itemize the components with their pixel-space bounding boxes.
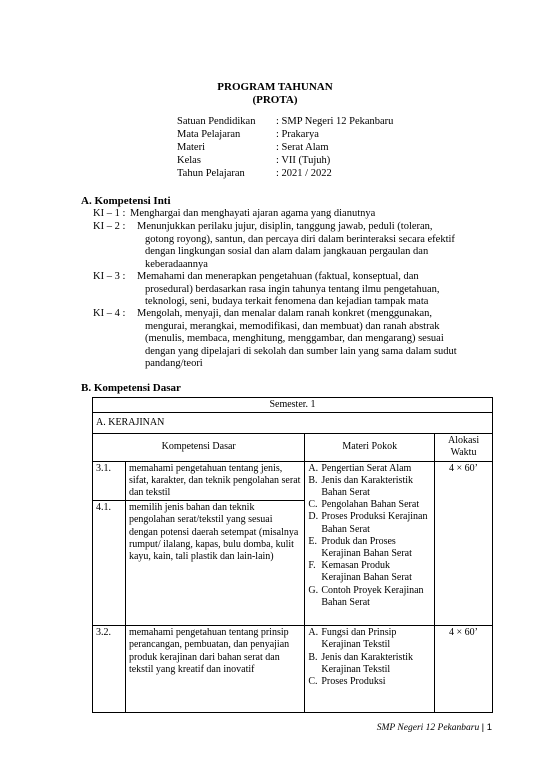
page-footer	[377, 722, 492, 733]
header-alokasi-waktu: Alokasi Waktu	[435, 434, 493, 461]
ki-line: Memahami dan menerapkan pengetahuan (faktual, konseptual, dan	[137, 271, 419, 282]
ki-label: KI – 3 :	[93, 271, 126, 282]
table-row	[93, 413, 493, 434]
ki-line: prosedural) berdasarkan rasa ingin tahunya tentang ilmu pengetahuan,	[145, 283, 440, 295]
mp-text: Kemasan Produk Kerajinan Bahan Serat	[321, 560, 412, 584]
list-item	[308, 627, 431, 651]
mp-text: Jenis dan Karakteristik Kerajinan Tekstil	[321, 651, 413, 675]
mp-text: Proses Produksi Kerajinan Bahan Serat	[321, 511, 428, 535]
page-number: | 1	[481, 722, 492, 733]
ki-line: dengan lingkungan sosial dan alam dalam jangkauan pergaulan dan	[145, 246, 429, 258]
list-item	[308, 585, 431, 609]
list-item	[308, 463, 431, 475]
kd-number: 3.1.	[93, 461, 126, 501]
alokasi-waktu-cell: 4 × 60’	[435, 626, 493, 713]
list-item	[308, 475, 431, 499]
meta-row	[0, 154, 550, 167]
footer-school: SMP Negeri 12 Pekanbaru	[376, 723, 480, 733]
list-item	[308, 560, 431, 584]
table-row	[93, 461, 493, 501]
mp-letter: A.	[308, 627, 319, 639]
kd-text: memahami pengetahuan tentang prinsip perancangan, pembuatan, dan penyajian produk kerajinan dari bahan serat dan tekstil yang kreatif dan inovatif	[125, 626, 304, 713]
materi-pokok-cell	[305, 626, 435, 713]
mp-letter: D.	[308, 511, 319, 523]
mp-letter: C.	[308, 499, 318, 511]
section-a-heading: A. Kompetensi Inti	[81, 195, 171, 207]
meta-label: Satuan Pendidikan	[177, 116, 256, 127]
kd-number: 4.1.	[93, 501, 126, 626]
mp-text: Proses Produksi	[321, 676, 386, 688]
ki-label: KI – 1 :	[93, 208, 126, 219]
meta-value: : VII (Tujuh)	[276, 155, 331, 166]
materi-pokok-cell	[305, 461, 435, 626]
meta-value: : 2021 / 2022	[276, 168, 332, 179]
document-subtitle: (PROTA)	[252, 94, 298, 106]
mp-letter: C.	[308, 676, 318, 688]
mp-letter: A.	[308, 462, 319, 474]
kd-text: memahami pengetahuan tentang jenis, sifat, karakter, dan teknik pengolahan serat dan tekstil	[125, 461, 304, 501]
mp-letter: F.	[308, 560, 316, 572]
header-materi-pokok: Materi Pokok	[305, 434, 435, 461]
ki-line: Menghargai dan menghayati ajaran agama yang dianutnya	[130, 208, 376, 219]
ki-line: teknologi, seni, budaya terkait fenomena dan kejadian tampak mata	[145, 296, 429, 308]
list-item	[308, 536, 431, 560]
mp-letter: B.	[308, 651, 318, 663]
mp-letter: B.	[308, 474, 318, 486]
header-kompetensi-dasar: Kompetensi Dasar	[93, 434, 305, 461]
meta-row	[0, 141, 550, 154]
mp-text: Contoh Proyek Kerajinan Bahan Serat	[321, 584, 424, 608]
mp-text: Jenis dan Karakteristik Bahan Serat	[321, 474, 413, 499]
list-item	[308, 511, 431, 535]
ki-line: pandang/teori	[145, 358, 203, 370]
meta-row	[0, 167, 550, 180]
mp-text: Fungsi dan Prinsip Kerajinan Tekstil	[321, 627, 397, 651]
table-row	[93, 398, 493, 413]
ki-line: mengurai, merangkai, memodifikasi, dan membuat) dan ranah abstrak	[145, 320, 440, 332]
mp-text: Produk dan Proses Kerajinan Bahan Serat	[321, 535, 412, 560]
ki-line: dengan yang dipelajari di sekolah dan sumber lain yang sama dalam sudut	[145, 345, 457, 357]
meta-row	[0, 128, 550, 141]
kd-table	[92, 397, 493, 713]
list-item	[308, 676, 431, 688]
ki-line: (menulis, membaca, menghitung, menggambar, dan mengarang) sesuai	[145, 333, 444, 345]
meta-label: Mata Pelajaran	[177, 129, 241, 140]
ki-line: keberadaannya	[145, 258, 208, 270]
list-item	[308, 499, 431, 511]
semester-cell: Semester. 1	[93, 398, 493, 413]
mp-text: Pengolahan Bahan Serat	[321, 499, 420, 511]
document-title: PROGRAM TAHUNAN	[217, 81, 333, 93]
meta-value: : Prakarya	[276, 129, 319, 140]
table-header-row	[93, 434, 493, 461]
table-row	[93, 626, 493, 713]
meta-label: Kelas	[177, 155, 201, 166]
ki-line: gotong royong), santun, dan percaya diri dalam berinteraksi secara efektif	[145, 233, 455, 245]
meta-label: Tahun Pelajaran	[177, 168, 245, 179]
meta-value: : SMP Negeri 12 Pekanbaru	[276, 116, 394, 127]
meta-row	[0, 115, 550, 128]
section-b-heading: B. Kompetensi Dasar	[81, 382, 181, 394]
list-item	[308, 652, 431, 676]
ki-line: Mengolah, menyaji, dan menalar dalam ranah konkret (menggunakan,	[137, 308, 433, 319]
meta-value: : Serat Alam	[276, 142, 329, 153]
alokasi-waktu-cell: 4 × 60’	[435, 461, 493, 626]
ki-line: Menunjukkan perilaku jujur, disiplin, tanggung jawab, peduli (toleran,	[137, 221, 433, 232]
kd-number: 3.2.	[93, 626, 126, 713]
mp-letter: E.	[308, 535, 317, 547]
mp-text: Pengertian Serat Alam	[321, 462, 412, 474]
kd-text: memilih jenis bahan dan teknik pengolahan serat/tekstil yang sesuai dengan potensi daerah setempat (misalnya rumput/ ilalang, kapas, bulu domba, kulit kayu, kain, tali plastik dan lain-lain)	[125, 501, 304, 626]
meta-label: Materi	[177, 142, 205, 153]
group-cell: A. KERAJINAN	[93, 413, 493, 434]
mp-letter: G.	[308, 584, 319, 596]
ki-label: KI – 2 :	[93, 221, 126, 232]
ki-label: KI – 4 :	[93, 308, 126, 319]
